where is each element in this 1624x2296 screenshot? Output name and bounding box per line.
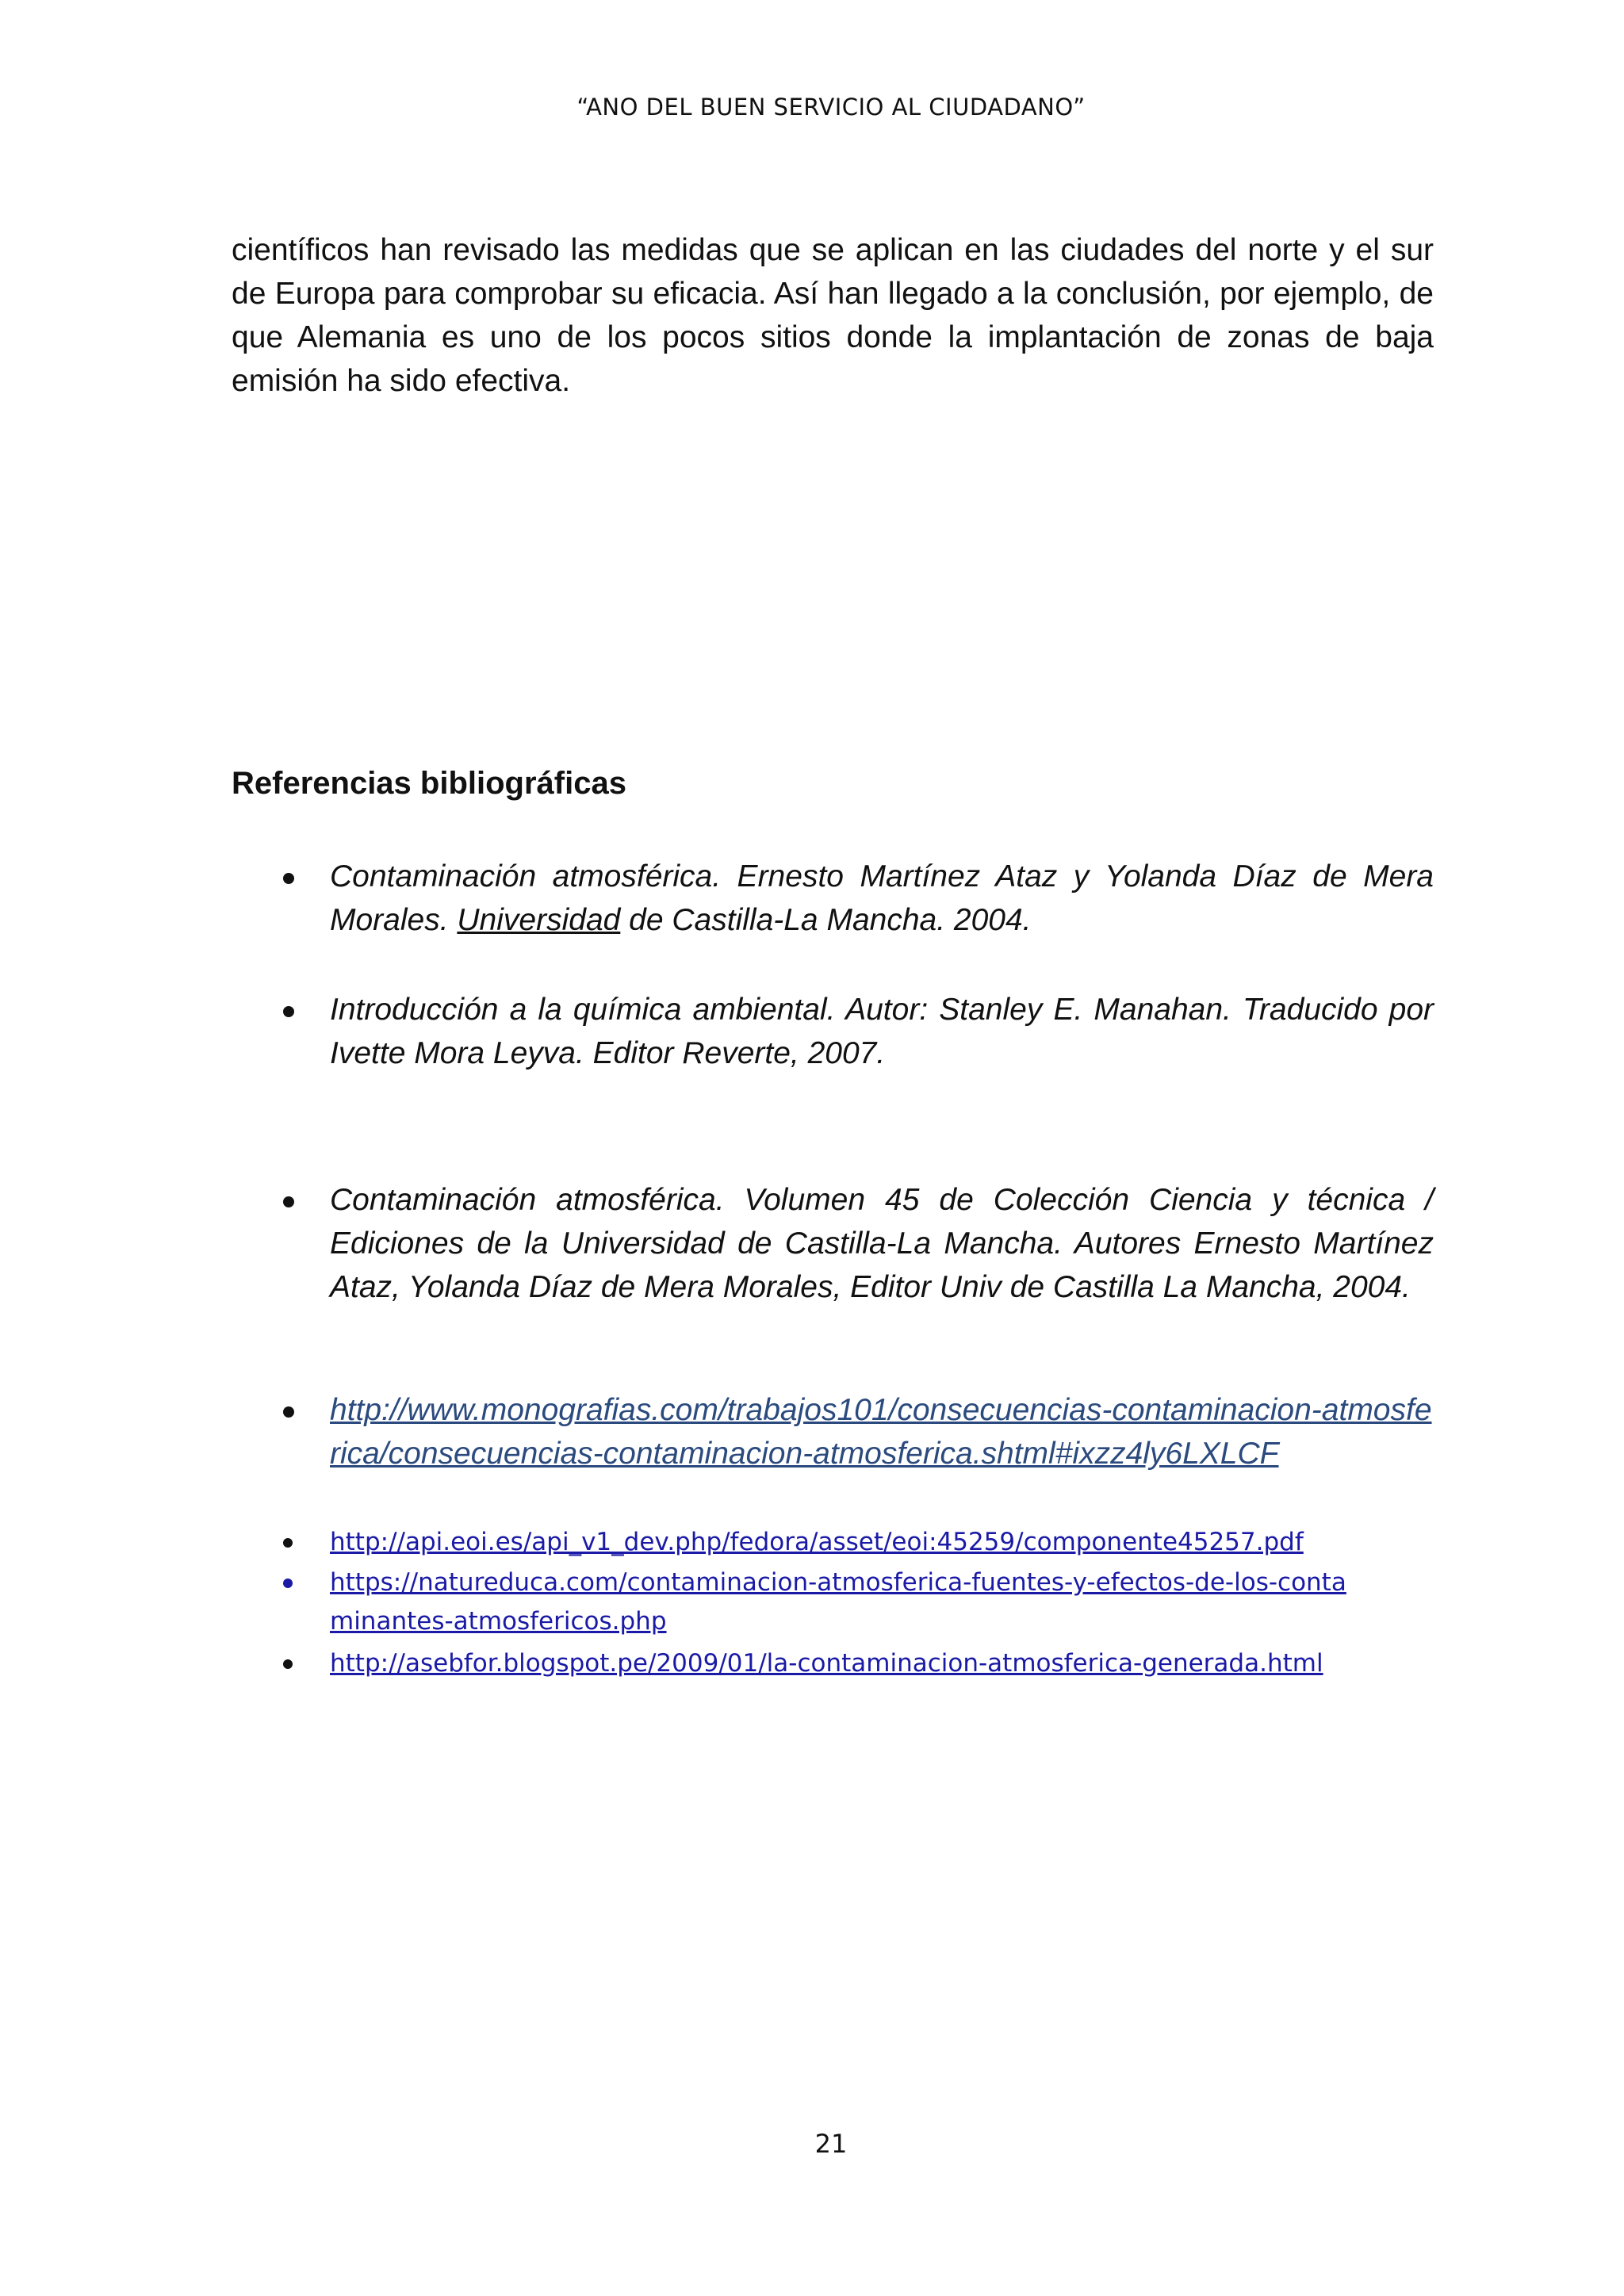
bullet-icon: [283, 1659, 293, 1669]
bullet-icon: [283, 1006, 294, 1017]
body-paragraph: científicos han revisado las medidas que se aplican en las ciudades del norte y el sur de Europa para comprobar su eficacia. Así han llegado a la conclusión, por ejemplo, de que Alemania es uno de los pocos sitios donde la implantación de zonas de baja emisión ha sido efectiva.: [232, 233, 1434, 398]
bullet-icon: [283, 873, 294, 884]
reference-text-part: de Castilla-La Mancha. 2004.: [620, 903, 1032, 937]
bullet-icon: [283, 1406, 294, 1418]
bullet-icon: [283, 1196, 294, 1207]
reference-text-part: Contaminación atmosférica. Ernesto Martínez Ataz y Yolanda Díaz de Mera Morales.: [330, 859, 1434, 937]
reference-underlined-word: Universidad: [457, 903, 621, 937]
reference-text: Introducción a la química ambiental. Autor: Stanley E. Manahan. Traducido por Ivette Mora Leyva. Editor Reverte, 2007.: [330, 993, 1434, 1070]
page-number: 21: [814, 2129, 848, 2159]
bullet-icon: [283, 1538, 293, 1548]
reference-text: Contaminación atmosférica. Volumen 45 de Colección Ciencia y técnica / Ediciones de la Universidad de Castilla-La Mancha. Autores Ernesto Martínez Ataz, Yolanda Díaz de Mera Morales, Editor Univ de Castilla La Mancha, 2004.: [330, 1183, 1434, 1304]
bullet-icon: [283, 1578, 293, 1588]
reference-link[interactable]: http://asebfor.blogspot.pe/2009/01/la-contaminacion-atmosferica-generada.html: [330, 1649, 1323, 1678]
section-title: Referencias bibliográficas: [232, 766, 626, 801]
reference-text: [330, 855, 1434, 942]
reference-link[interactable]: https://natureduca.com/contaminacion-atmosferica-fuentes-y-efectos-de-los-contaminantes-atmosfericos.php: [330, 1568, 1346, 1636]
reference-link[interactable]: http://www.monografias.com/trabajos101/consecuencias-contaminacion-atmosferica/consecuencias-contaminacion-atmosferica.shtml#ixzz4ly6LXLCF: [330, 1393, 1432, 1471]
page-header: “ANO DEL BUEN SERVICIO AL CIUDADANO”: [576, 94, 1086, 121]
reference-link[interactable]: http://api.eoi.es/api_v1_dev.php/fedora/asset/eoi:45259/componente45257.pdf: [330, 1528, 1304, 1556]
